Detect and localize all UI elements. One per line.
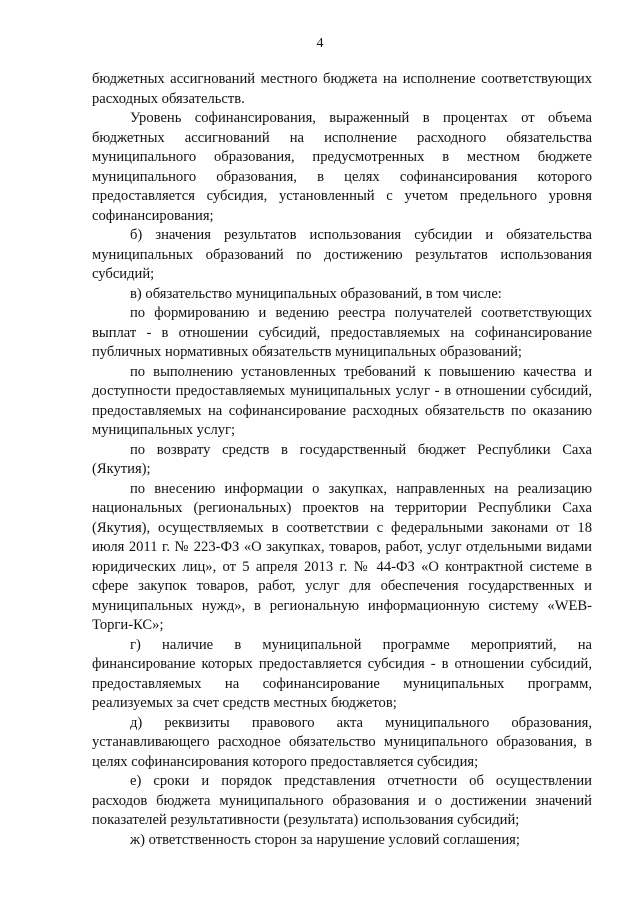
page-number: 4 — [316, 36, 324, 51]
paragraph-procurement-obligation: по внесению информации о закупках, направленных на реализацию национальных (региональных) проектов на территории Республики Саха (Якутия), осуществляемых в соответствии с федеральными законами от 18 июля 2011 г. № 223-ФЗ «О закупках, товаров, работ, услуг отдельными видами юридических лиц», от 5 апреля 2013 г. № 44-ФЗ «О контрактной системе в сфере закупок товаров, работ, услуг для обеспечения государственных и муниципальных нужд», в региональную информационную систему «WEB-Торги-КС»; — [92, 480, 592, 633]
document-body — [92, 70, 592, 850]
paragraph-quality-obligation: по выполнению установленных требований к повышению качества и доступности предоставляемых муниципальных услуг - в отношении субсидий, предоставляемых на софинансирование расходных обязательств по оказанию муниципальных услуг; — [92, 363, 592, 438]
paragraph-continuation: бюджетных ассигнований местного бюджета на исполнение соответствующих расходных обязательств. — [92, 71, 592, 107]
paragraph-item-v: в) обязательство муниципальных образований, в том числе: — [130, 285, 502, 302]
paragraph-refund-obligation: по возврату средств в государственный бюджет Республики Саха (Якутия); — [92, 441, 592, 477]
paragraph-item-d: д) реквизиты правового акта муниципального образования, устанавливающего расходное обязательство муниципального образования, в целях софинансирования которого предоставляется субсидия; — [92, 714, 592, 770]
paragraph-item-zh: ж) ответственность сторон за нарушение условий соглашения; — [130, 831, 520, 848]
paragraph-item-g: г) наличие в муниципальной программе мероприятий, на финансирование которых предоставляется субсидия - в отношении субсидий, предоставляемых на софинансирование муниципальных программ, реализуемых за счет средств местных бюджетов; — [92, 636, 592, 711]
paragraph-cofinancing-level: Уровень софинансирования, выраженный в процентах от объема бюджетных ассигнований на исполнение расходного обязательства муниципального образования, предусмотренных в местном бюджете муниципального образования, в целях софинансирования которого предоставляется субсидия, установленный с учетом предельного уровня софинансирования; — [92, 110, 592, 224]
paragraph-item-e: е) сроки и порядок представления отчетности об осуществлении расходов бюджета муниципального образования и о достижении значений показателей результативности (результата) использования субсидий; — [92, 773, 592, 828]
paragraph-registry-obligation: по формированию и ведению реестра получателей соответствующих выплат - в отношении субсидий, предоставляемых на софинансирование публичных нормативных обязательств муниципальных образований; — [92, 305, 592, 360]
paragraph-item-b: б) значения результатов использования субсидии и обязательства муниципальных образований по достижению результатов использования субсидий; — [92, 227, 592, 282]
